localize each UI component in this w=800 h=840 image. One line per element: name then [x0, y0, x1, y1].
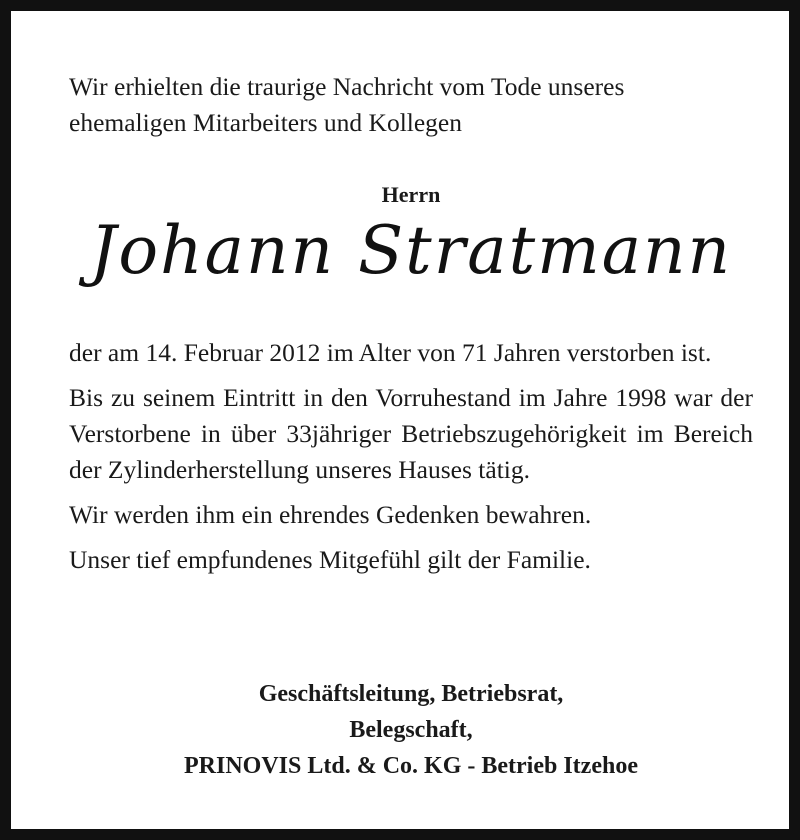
obituary-content: [69, 69, 753, 779]
intro-text: [69, 69, 753, 141]
intro-line-2: ehemaligen Mitarbeiters und Kollegen: [69, 108, 462, 137]
signature-line-3: PRINOVIS Ltd. & Co. KG - Betrieb Itzehoe: [184, 753, 638, 779]
condolence-paragraph: Unser tief empfundenes Mitgefühl gilt der Familie.: [69, 545, 591, 574]
honorific-title: Herrn: [381, 182, 441, 207]
death-date-paragraph: der am 14. Februar 2012 im Alter von 71 Jahren verstorben ist.: [69, 338, 712, 367]
signature-line-1: Geschäftsleitung, Betriebsrat,: [258, 681, 564, 707]
remembrance-paragraph: Wir werden ihm ein ehrendes Gedenken bewahren.: [69, 500, 592, 529]
deceased-name: Johann Stratmann: [89, 212, 733, 289]
obituary-body: [69, 335, 753, 590]
career-paragraph: Bis zu seinem Eintritt in den Vorruhestand im Jahre 1998 war der Verstorbene in über 33jähriger Betriebszugehörigkeit im Bereich der Zylinderherstellung unseres Hauses tätig.: [69, 383, 753, 484]
signature-line-2: Belegschaft,: [349, 717, 473, 743]
intro-line-1: Wir erhielten die traurige Nachricht vom Tode unseres: [69, 72, 625, 101]
signature-block: [69, 676, 753, 784]
